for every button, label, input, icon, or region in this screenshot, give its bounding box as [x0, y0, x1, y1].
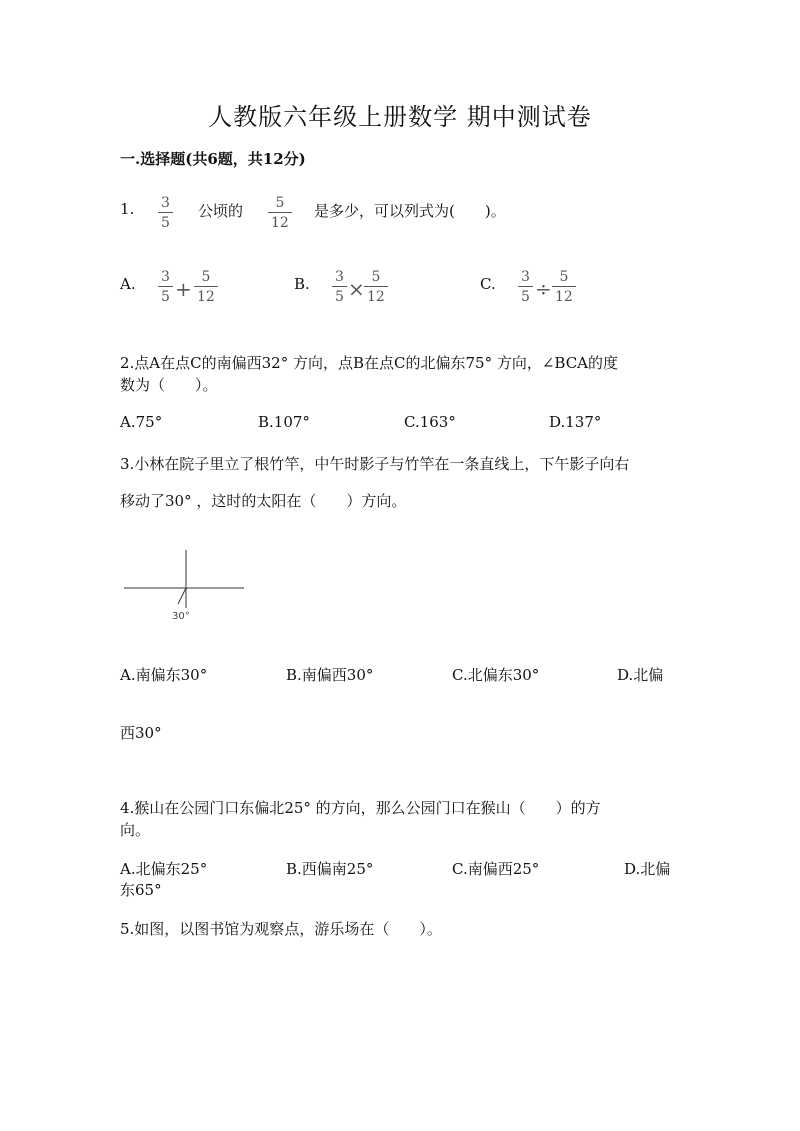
q4-line1: 4.猴山在公园门口东偏北25° 的方向，那么公园门口在猴山（ ）的方 [120, 799, 601, 817]
q1-option-a-frac2 [194, 270, 218, 304]
q4-option-d-continued: 东65° [120, 881, 162, 899]
frac-num: 3 [521, 269, 530, 285]
q1-option-c-operator: ÷ [535, 277, 552, 301]
q1-option-b-frac1 [332, 270, 347, 304]
frac-num: 5 [371, 269, 381, 285]
q1-frac-a-den: 5 [158, 212, 173, 230]
frac-den: 12 [364, 286, 388, 304]
q3-line2: 移动了30° ，这时的太阳在（ ）方向。 [120, 492, 407, 510]
frac-num: 3 [161, 269, 170, 285]
q1-option-b-label: B. [294, 275, 310, 293]
q2-line1: 2.点A在点C的南偏西32° 方向，点B在点C的北偏东75° 方向，∠BCA的度 [120, 354, 619, 372]
q2-option-a: A.75° [120, 413, 163, 431]
q1-option-b-operator: × [348, 277, 365, 301]
frac-den: 12 [194, 286, 218, 304]
angle-label: 30° [172, 611, 190, 622]
frac-num: 5 [201, 269, 211, 285]
q3-option-c: C.北偏东30° [452, 666, 540, 684]
q4-option-d: D.北偏 [624, 860, 671, 878]
section-header: 一.选择题(共6题，共12分) [120, 150, 306, 168]
q1-option-a-frac1 [158, 270, 173, 304]
q2-line2: 数为（ ）。 [120, 376, 218, 394]
shadow-line [178, 588, 186, 604]
q3-option-d: D.北偏 [617, 666, 664, 684]
q1-option-b-frac2 [364, 270, 388, 304]
q1-number: 1. [120, 200, 135, 218]
q5-line1: 5.如图，以图书馆为观察点，游乐场在（ ）。 [120, 920, 442, 938]
q3-option-b: B.南偏西30° [286, 666, 374, 684]
frac-den: 5 [518, 286, 533, 304]
q3-line1: 3.小林在院子里立了根竹竿，中午时影子与竹竿在一条直线上，下午影子向右 [120, 455, 630, 473]
frac-num: 5 [559, 269, 569, 285]
q1-fraction-a [158, 196, 173, 230]
q2-option-b: B.107° [258, 413, 310, 431]
q1-option-a-operator: + [175, 277, 192, 301]
shadow-angle-diagram [120, 548, 250, 628]
q4-option-a: A.北偏东25° [120, 860, 208, 878]
q3-option-a: A.南偏东30° [120, 666, 208, 684]
q2-option-d: D.137° [549, 413, 602, 431]
q1-option-c-label: C. [480, 275, 496, 293]
frac-num: 3 [335, 269, 344, 285]
q1-option-a-label: A. [120, 275, 136, 293]
q1-option-c-frac1 [518, 270, 533, 304]
q1-frac-b-num: 5 [275, 195, 285, 211]
q3-option-d-continued: 西30° [120, 724, 162, 742]
frac-den: 12 [552, 286, 576, 304]
q1-fraction-b [268, 196, 292, 230]
q1-frac-b-den: 12 [268, 212, 292, 230]
frac-den: 5 [158, 286, 173, 304]
q1-text-end: 是多少，可以列式为( )。 [314, 202, 506, 220]
q1-option-c-frac2 [552, 270, 576, 304]
q1-text-mid: 公顷的 [198, 202, 244, 220]
q4-option-c: C.南偏西25° [452, 860, 540, 878]
page-title: 人教版六年级上册数学 期中测试卷 [208, 103, 592, 131]
q4-line2: 向。 [120, 821, 151, 839]
q1-frac-a-num: 3 [161, 195, 170, 211]
frac-den: 5 [332, 286, 347, 304]
q4-option-b: B.西偏南25° [286, 860, 374, 878]
q2-option-c: C.163° [404, 413, 456, 431]
